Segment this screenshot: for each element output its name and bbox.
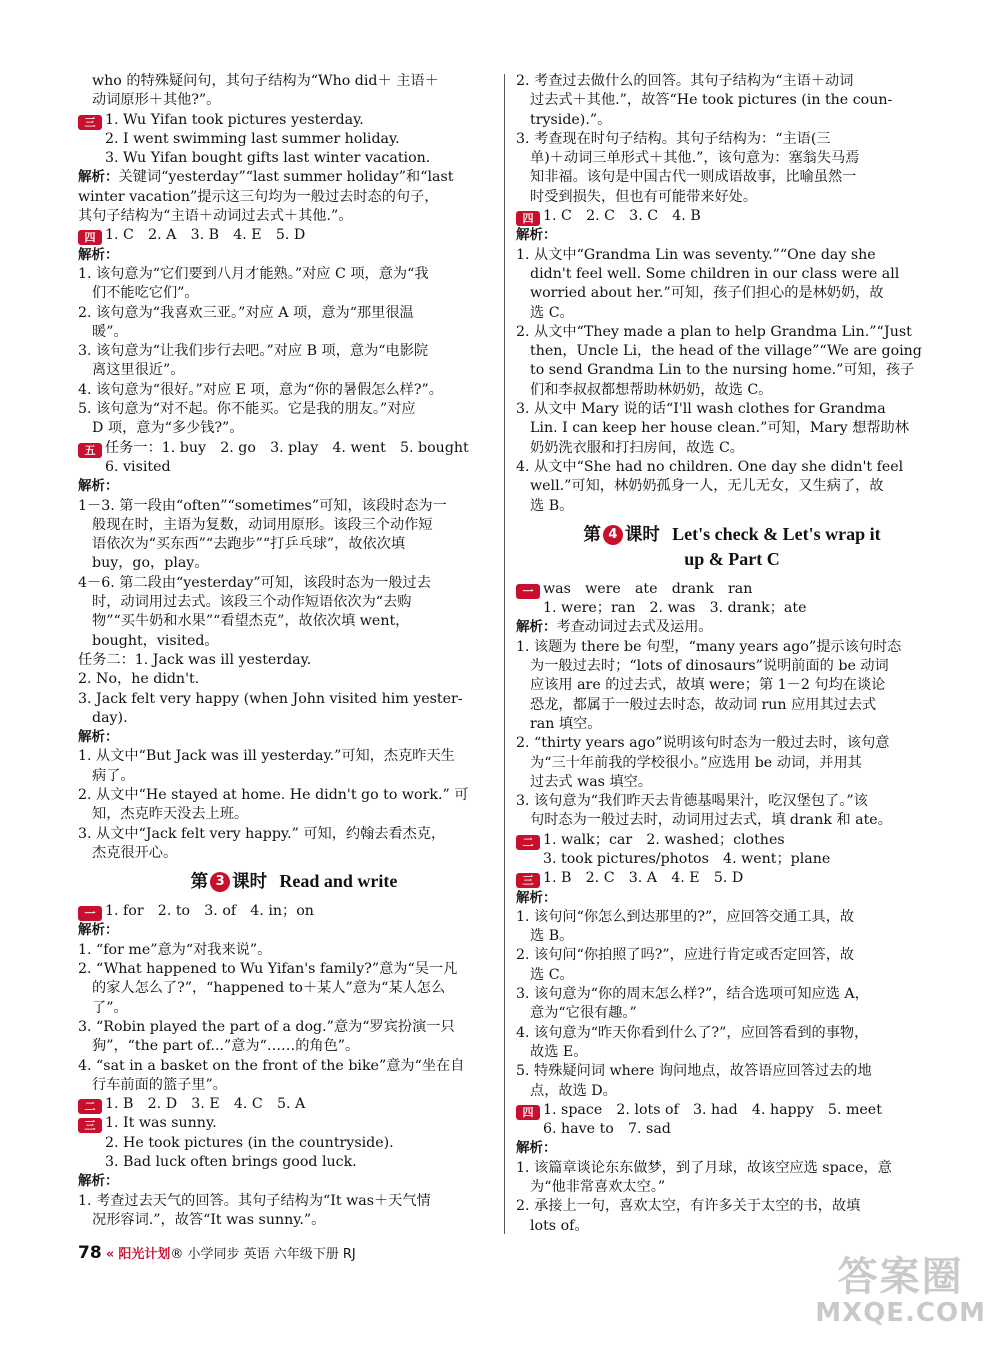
answer-line bbox=[78, 786, 510, 805]
answer-line bbox=[516, 831, 948, 850]
answer-line bbox=[78, 207, 510, 226]
answer-line bbox=[516, 715, 948, 734]
answer-line bbox=[78, 535, 510, 554]
line-text: 4. 该句意为“很好。”对应 E 项，意为“你的暑假怎么样?”。 bbox=[78, 381, 443, 398]
answer-line bbox=[78, 690, 510, 709]
line-text: 5. 该句意为“对不起。你不能买。它是我的朋友。”对应 bbox=[78, 401, 416, 418]
analysis-label: 解析： bbox=[516, 1140, 557, 1157]
line-text: 1. 考查过去天气的回答。其句子结构为“It was＋天气情 bbox=[78, 1192, 431, 1209]
right-column bbox=[516, 72, 948, 1236]
line-text: 1. space 2. lots of 3. had 4. happy 5. meet bbox=[543, 1101, 882, 1118]
line-text: 般现在时，主语为复数，动词用原形。该段三个动作短 bbox=[92, 516, 433, 533]
answer-line bbox=[78, 1076, 510, 1095]
line-text: 2. 从文中“They made a plan to help Grandma Lin.”“Just bbox=[516, 323, 912, 340]
line-text: Lin. I can keep her house clean.”可知，Mary 想帮助林 bbox=[530, 420, 909, 437]
line-text: 3. 该句意为“你的周末怎么样?”，结合选项可知应选 A， bbox=[516, 986, 869, 1003]
section-number-badge: 三 bbox=[78, 115, 102, 130]
answer-line bbox=[78, 593, 510, 612]
watermark-url: MXQE.COM bbox=[815, 1298, 986, 1328]
section-number-badge: 一 bbox=[78, 906, 102, 921]
answer-line bbox=[78, 825, 510, 844]
line-text: tryside).”。 bbox=[530, 111, 612, 128]
answer-line bbox=[516, 458, 948, 477]
answer-line bbox=[516, 1101, 948, 1120]
line-text: 4. 该句意为“昨天你看到什么了?”，应回答看到的事物， bbox=[516, 1024, 869, 1041]
answer-line bbox=[516, 1024, 948, 1043]
line-text: 意为“它很有趣。” bbox=[530, 1005, 637, 1022]
answer-line bbox=[78, 1057, 510, 1076]
answer-line bbox=[78, 419, 510, 438]
answer-line bbox=[78, 149, 510, 168]
line-text: 1. It was sunny. bbox=[105, 1115, 217, 1132]
section-number-badge: 二 bbox=[78, 1099, 102, 1114]
lesson-heading bbox=[516, 522, 948, 572]
watermark-title: 答案圈 bbox=[837, 1254, 964, 1300]
section-number-badge: 三 bbox=[78, 1118, 102, 1133]
line-text: 1. 该题为 there be 句型，“many years ago”提示该句时态 bbox=[516, 638, 902, 655]
answer-line bbox=[516, 850, 948, 869]
line-text: 杰克很开心。 bbox=[92, 844, 178, 861]
line-text: 狗”，“the part of...”意为“……的角色”。 bbox=[92, 1038, 360, 1055]
section-number-badge: 二 bbox=[516, 835, 540, 850]
answer-line bbox=[78, 844, 510, 863]
answer-line bbox=[516, 927, 948, 946]
line-text: 2. 考查过去做什么的回答。其句子结构为“主语＋动词 bbox=[516, 73, 854, 89]
line-text: 单)＋动词三单形式＋其他.”，该句意为：塞翁失马焉 bbox=[530, 150, 860, 167]
answer-line bbox=[78, 342, 510, 361]
answer-line bbox=[78, 1153, 510, 1172]
answer-line bbox=[516, 618, 948, 637]
line-text: 关键词“yesterday”“last summer holiday”和“last bbox=[118, 169, 454, 186]
line-text: was were ate drank ran bbox=[543, 580, 753, 597]
line-text: 物”“买牛奶和水果”“看望杰克”，故依次填 went， bbox=[92, 613, 410, 630]
section-number-badge: 四 bbox=[78, 230, 102, 245]
answer-line bbox=[78, 516, 510, 535]
answer-line bbox=[78, 709, 510, 728]
answer-line bbox=[78, 1192, 510, 1211]
lesson-title: Read and write bbox=[279, 871, 398, 892]
analysis-label: 解析： bbox=[78, 169, 119, 186]
lesson-title-continued: up & Part C bbox=[684, 548, 780, 569]
analysis-label: 解析： bbox=[78, 729, 119, 746]
analysis-label: 解析： bbox=[78, 246, 119, 263]
page-number: 78 bbox=[78, 1243, 102, 1263]
answer-line bbox=[516, 381, 948, 400]
answer-line bbox=[516, 966, 948, 985]
line-text: 任务一：1. buy 2. go 3. play 4. went 5. bought bbox=[105, 439, 469, 456]
analysis-label: 解析： bbox=[78, 478, 119, 495]
section-number-badge: 四 bbox=[516, 1105, 540, 1120]
answer-line bbox=[516, 130, 948, 149]
answer-line bbox=[78, 960, 510, 979]
line-text: 1. for 2. to 3. of 4. in；on bbox=[105, 903, 314, 920]
answer-line bbox=[78, 805, 510, 824]
answer-line bbox=[516, 985, 948, 1004]
line-text: who 的特殊疑问句，其句子结构为“Who did＋ 主语＋ bbox=[92, 73, 439, 89]
lesson-number-badge: 3 bbox=[210, 872, 230, 892]
line-text: 暖”。 bbox=[92, 323, 128, 340]
chevron-icon: « bbox=[105, 1247, 115, 1262]
answer-line bbox=[516, 1217, 948, 1236]
answer-line bbox=[516, 1004, 948, 1023]
answer-line bbox=[78, 1037, 510, 1056]
line-text: 2. 从文中“He stayed at home. He didn't go to work.” 可 bbox=[78, 786, 469, 803]
line-text: 2. “thirty years ago”说明该句时态为一般过去时，该句意 bbox=[516, 735, 890, 752]
answer-line bbox=[516, 580, 948, 599]
answer-line bbox=[516, 168, 948, 187]
answer-line bbox=[516, 1159, 948, 1178]
answer-line bbox=[516, 657, 948, 676]
answer-line bbox=[78, 1172, 510, 1191]
answer-line bbox=[516, 226, 948, 245]
line-text: 动词原形＋其他?”。 bbox=[92, 92, 221, 109]
answer-line bbox=[516, 265, 948, 284]
answer-line bbox=[516, 284, 948, 303]
line-text: 为“他非常喜欢太空。” bbox=[530, 1179, 666, 1196]
line-text: 3. “Robin played the part of a dog.”意为“罗宾扮演一只 bbox=[78, 1018, 455, 1035]
line-text: 语依次为“买东西”“去跑步”“打乒乓球”，故依次填 bbox=[92, 536, 406, 553]
answer-line bbox=[78, 632, 510, 651]
line-text: 1. were；ran 2. was 3. drank；ate bbox=[543, 600, 807, 617]
answer-line bbox=[78, 111, 510, 130]
answer-line bbox=[516, 111, 948, 130]
brand-name: 阳光计划 bbox=[118, 1247, 171, 1262]
column-divider bbox=[504, 74, 505, 1234]
line-text: 况形容词.”，故答“It was sunny.”。 bbox=[92, 1211, 326, 1228]
section-number-badge: 四 bbox=[516, 211, 540, 226]
answer-line bbox=[78, 767, 510, 786]
answer-line bbox=[516, 207, 948, 226]
line-text: 2. I went swimming last summer holiday. bbox=[105, 130, 400, 147]
answer-line bbox=[78, 439, 510, 458]
answer-line bbox=[78, 284, 510, 303]
answer-line bbox=[516, 599, 948, 618]
answer-line bbox=[78, 554, 510, 573]
lesson-heading bbox=[78, 869, 510, 894]
book-info: 小学同步 英语 六年级下册 RJ bbox=[183, 1247, 356, 1262]
answer-line bbox=[516, 419, 948, 438]
line-text: 选 C。 bbox=[530, 966, 574, 983]
answer-line bbox=[516, 342, 948, 361]
answer-line bbox=[516, 361, 948, 380]
answer-line bbox=[78, 999, 510, 1018]
answer-line bbox=[78, 728, 510, 747]
answer-line bbox=[78, 497, 510, 516]
answer-line bbox=[78, 361, 510, 380]
line-text: then，Uncle Li，the head of the village”“We are going bbox=[530, 343, 922, 360]
line-text: 知，杰克昨天没去上班。 bbox=[92, 806, 249, 823]
line-text: 1. 该句问“你怎么到达那里的?”，应回答交通工具，故 bbox=[516, 908, 855, 925]
line-text: 1. B 2. D 3. E 4. C 5. A bbox=[105, 1096, 306, 1113]
answer-line bbox=[516, 754, 948, 773]
answer-line bbox=[78, 1211, 510, 1230]
answer-line bbox=[78, 400, 510, 419]
answer-line bbox=[78, 902, 510, 921]
line-text: 1. 从文中“Grandma Lin was seventy.”“One day she bbox=[516, 246, 876, 263]
answer-line bbox=[516, 734, 948, 753]
answer-line bbox=[78, 1134, 510, 1153]
answer-line bbox=[516, 477, 948, 496]
line-text: 1. “for me”意为“对我来说”。 bbox=[78, 941, 272, 958]
analysis-label: 解析： bbox=[516, 619, 557, 636]
line-text: 选 C。 bbox=[530, 304, 574, 321]
answer-line bbox=[516, 773, 948, 792]
answer-line bbox=[78, 1114, 510, 1133]
line-text: 了”。 bbox=[92, 999, 128, 1016]
line-text: 3. Wu Yifan bought gifts last winter vacation. bbox=[105, 150, 431, 167]
watermark bbox=[815, 1255, 986, 1327]
line-text: 2. “What happened to Wu Yifan's family?”意为“吴一凡 bbox=[78, 961, 458, 978]
answer-line bbox=[78, 168, 510, 187]
analysis-label: 解析： bbox=[78, 1173, 119, 1190]
line-text: 们和李叔叔都想帮助林奶奶，故选 C。 bbox=[530, 381, 773, 398]
answer-line bbox=[78, 188, 510, 207]
left-column bbox=[78, 72, 510, 1230]
answer-line bbox=[78, 72, 510, 91]
answer-line bbox=[78, 1095, 510, 1114]
line-text: 1. 从文中“But Jack was ill yesterday.”可知，杰克昨天生 bbox=[78, 748, 455, 765]
answer-line bbox=[78, 91, 510, 110]
answer-line bbox=[78, 747, 510, 766]
answer-line bbox=[516, 908, 948, 927]
line-text: 时，动词用过去式。该段三个动作短语依次为“去购 bbox=[92, 594, 412, 611]
line-text: 其句子结构为“主语＋动词过去式＋其他.”。 bbox=[78, 208, 353, 225]
line-text: 选 B。 bbox=[530, 928, 574, 945]
line-text: day). bbox=[92, 709, 128, 726]
answer-line bbox=[516, 1082, 948, 1101]
line-text: 2. 承接上一句，喜欢太空，有许多关于太空的书，故填 bbox=[516, 1198, 861, 1215]
answer-line bbox=[516, 323, 948, 342]
line-text: 2. No，he didn't. bbox=[78, 671, 200, 688]
lesson-prefix: 第 bbox=[583, 524, 601, 545]
line-text: 2. 该句意为“我喜欢三亚。”对应 A 项，意为“那里很温 bbox=[78, 304, 414, 321]
line-text: 句时态为一般过去时，动词用过去式，填 drank 和 ate。 bbox=[530, 812, 892, 829]
page-footer bbox=[78, 1244, 356, 1264]
answer-line bbox=[516, 676, 948, 695]
line-text: 2. He took pictures (in the countryside). bbox=[105, 1134, 394, 1151]
line-text: 1. 该句意为“它们要到八月才能熟。”对应 C 项，意为“我 bbox=[78, 265, 429, 282]
answer-line bbox=[516, 1062, 948, 1081]
lesson-title: Let's check & Let's wrap it bbox=[672, 523, 881, 544]
answer-line bbox=[516, 1120, 948, 1139]
line-text: 1. B 2. C 3. A 4. E 5. D bbox=[543, 870, 744, 887]
answer-line bbox=[78, 921, 510, 940]
answer-line bbox=[516, 304, 948, 323]
line-text: 1. 该篇章谈论东东做梦，到了月球，故该空应选 space，意 bbox=[516, 1159, 892, 1176]
answer-line bbox=[516, 439, 948, 458]
answer-line bbox=[516, 946, 948, 965]
answer-line bbox=[516, 72, 948, 91]
line-text: 知非福。该句是中国古代一则成语故事，比喻虽然一 bbox=[530, 169, 857, 186]
answer-line bbox=[78, 265, 510, 284]
answer-line bbox=[78, 323, 510, 342]
answer-line bbox=[78, 477, 510, 496]
line-text: winter vacation”提示这三句均为一般过去时态的句子， bbox=[78, 188, 439, 205]
line-text: 点，故选 D。 bbox=[530, 1082, 617, 1099]
answer-line bbox=[516, 792, 948, 811]
analysis-label: 解析： bbox=[78, 922, 119, 939]
line-text: 行车前面的篮子里”。 bbox=[92, 1076, 227, 1093]
line-text: worried about her.”可知，孩子们担心的是林奶奶，故 bbox=[530, 285, 884, 302]
answer-line bbox=[78, 130, 510, 149]
line-text: 时受到损失，但也有可能带来好处。 bbox=[530, 188, 758, 205]
answer-line bbox=[516, 497, 948, 516]
line-text: didn't feel well. Some children in our class were all bbox=[530, 265, 900, 282]
line-text: 3. 该句意为“让我们步行去吧。”对应 B 项，意为“电影院 bbox=[78, 343, 429, 360]
line-text: 6. visited bbox=[105, 458, 171, 475]
answer-line bbox=[78, 381, 510, 400]
line-text: lots of。 bbox=[530, 1217, 589, 1234]
line-text: bought，visited。 bbox=[92, 632, 219, 649]
answer-line bbox=[78, 246, 510, 265]
line-text: 1－3. 第一段由“often”“sometimes”可知，该段时态为一 bbox=[78, 497, 447, 514]
answer-line bbox=[78, 226, 510, 245]
answer-line bbox=[78, 574, 510, 593]
line-text: 5. 特殊疑问词 where 询问地点，故答语应回答过去的地 bbox=[516, 1063, 872, 1080]
answer-line bbox=[78, 1018, 510, 1037]
line-text: 过去式 was 填空。 bbox=[530, 773, 653, 790]
answer-line bbox=[78, 458, 510, 477]
line-text: D 项，意为“多少钱?”。 bbox=[92, 420, 244, 437]
answer-line bbox=[78, 651, 510, 670]
line-text: 3. 考查现在时句子结构。其句子结构为：“主语(三 bbox=[516, 130, 831, 147]
answer-line bbox=[516, 1043, 948, 1062]
answer-line bbox=[516, 1197, 948, 1216]
line-text: 们不能吃它们”。 bbox=[92, 285, 199, 302]
answer-line bbox=[516, 246, 948, 265]
line-text: 为“三十年前我的学校很小。”应选用 be 动词，并用其 bbox=[530, 754, 862, 771]
line-text: well.”可知，林奶奶孤身一人，无儿无女，又生病了，故 bbox=[530, 478, 884, 495]
line-text: 4－6. 第二段由“yesterday”可知，该段时态为一般过去 bbox=[78, 574, 431, 591]
line-text: 病了。 bbox=[92, 767, 135, 784]
answer-line bbox=[78, 979, 510, 998]
line-text: to send Grandma Lin to the nursing home.”可知，孩子 bbox=[530, 362, 915, 379]
line-text: 1. C 2. C 3. C 4. B bbox=[543, 208, 701, 225]
line-text: 故选 E。 bbox=[530, 1043, 588, 1060]
answer-line bbox=[516, 1139, 948, 1158]
line-text: ran 填空。 bbox=[530, 715, 602, 732]
answer-line bbox=[78, 304, 510, 323]
line-text: 过去式＋其他.”，故答“He took pictures (in the coun- bbox=[530, 92, 893, 109]
line-text: 2. 该句问“你拍照了吗?”，应进行肯定或否定回答，故 bbox=[516, 947, 855, 964]
answer-line bbox=[516, 638, 948, 657]
line-text: 任务二：1. Jack was ill yesterday. bbox=[78, 651, 312, 668]
answer-line bbox=[516, 91, 948, 110]
line-text: 3. 该句意为“我们昨天去肯德基喝果汁，吃汉堡包了。”该 bbox=[516, 793, 868, 810]
line-text: 考查动词过去式及运用。 bbox=[556, 619, 713, 636]
line-text: 奶奶洗衣服和打扫房间，故选 C。 bbox=[530, 439, 744, 456]
line-text: 3. 从文中 Mary 说的话“I'll wash clothes for Grandma bbox=[516, 401, 886, 418]
answer-line bbox=[516, 696, 948, 715]
registered-mark: ® bbox=[170, 1247, 184, 1262]
section-number-badge: 三 bbox=[516, 873, 540, 888]
line-text: 3. Jack felt very happy (when John visited him yester- bbox=[78, 690, 463, 707]
answer-line bbox=[78, 612, 510, 631]
line-text: 3. 从文中“Jack felt very happy.” 可知，约翰去看杰克， bbox=[78, 825, 446, 842]
answer-line bbox=[78, 941, 510, 960]
lesson-prefix: 第 bbox=[190, 872, 209, 893]
answer-line bbox=[516, 400, 948, 419]
line-text: 4. 从文中“She had no children. One day she didn't feel bbox=[516, 458, 904, 475]
answer-line bbox=[78, 670, 510, 689]
answer-line bbox=[516, 811, 948, 830]
line-text: 1. C 2. A 3. B 4. E 5. D bbox=[105, 227, 306, 244]
line-text: 离这里很近”。 bbox=[92, 362, 185, 379]
line-text: 的家人怎么了?”，“happened to＋某人”意为“某人怎么 bbox=[92, 980, 446, 997]
lesson-number-badge: 4 bbox=[603, 525, 623, 545]
answer-line bbox=[516, 869, 948, 888]
line-text: 3. Bad luck often brings good luck. bbox=[105, 1154, 357, 1171]
answer-line bbox=[516, 889, 948, 908]
line-text: 1. walk；car 2. washed；clothes bbox=[543, 831, 785, 848]
section-number-badge: 一 bbox=[516, 584, 540, 599]
line-text: 选 B。 bbox=[530, 497, 574, 514]
answer-line bbox=[516, 1178, 948, 1197]
line-text: 为一般过去时；“lots of dinosaurs”说明前面的 be 动词 bbox=[530, 658, 889, 675]
line-text: 应该用 are 的过去式，故填 were；第 1－2 句均在谈论 bbox=[530, 677, 886, 694]
analysis-label: 解析： bbox=[516, 889, 557, 906]
analysis-label: 解析： bbox=[516, 227, 557, 244]
line-text: buy，go，play。 bbox=[92, 555, 209, 572]
line-text: 1. Wu Yifan took pictures yesterday. bbox=[105, 111, 364, 128]
line-text: 3. took pictures/photos 4. went；plane bbox=[543, 850, 831, 867]
line-text: 6. have to 7. sad bbox=[543, 1121, 671, 1138]
lesson-suffix: 课时 bbox=[624, 524, 660, 545]
section-number-badge: 五 bbox=[78, 443, 102, 458]
answer-line bbox=[516, 188, 948, 207]
answer-line bbox=[516, 149, 948, 168]
line-text: 4. “sat in a basket on the front of the bike”意为“坐在自 bbox=[78, 1057, 465, 1074]
lesson-suffix: 课时 bbox=[232, 872, 268, 893]
line-text: 恐龙，都属于一般过去时态，故动词 run 应用其过去式 bbox=[530, 696, 877, 713]
